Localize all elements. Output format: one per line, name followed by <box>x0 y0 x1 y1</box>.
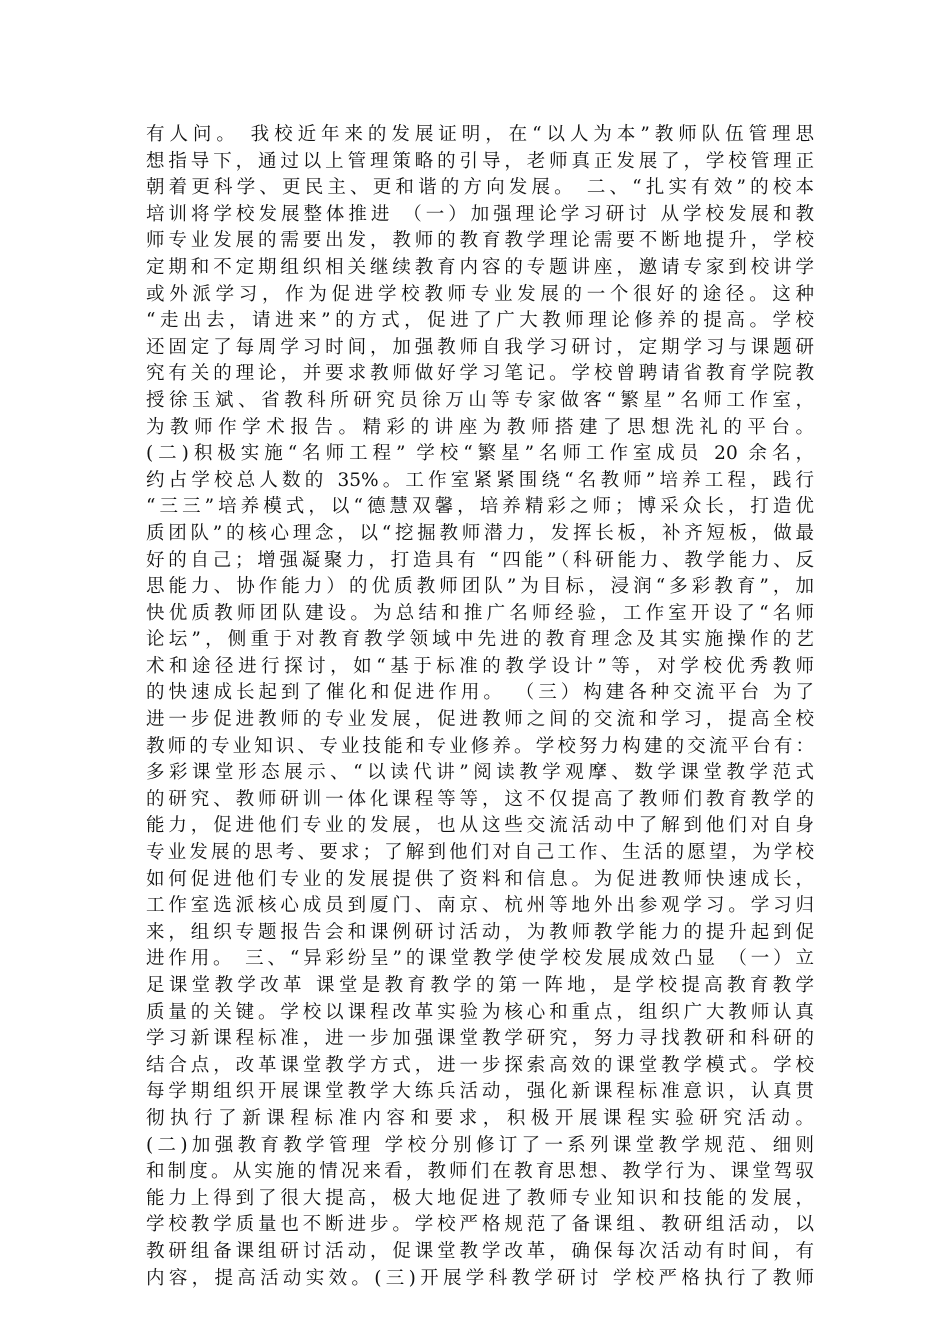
text-line: 师专业发展的需要出发，教师的教育教学理论需要不断地提升，学校 <box>146 230 814 252</box>
text-line: 教师的专业知识、专业技能和专业修养。学校努力构建的交流平台有： <box>146 735 814 757</box>
text-line: 究有关的理论，并要求教师做好学习笔记。学校曾聘请省教育学院教 <box>146 363 814 385</box>
text-line: 质团队”的核心理念，以“挖掘教师潜力，发挥长板，补齐短板，做最 <box>146 522 814 544</box>
text-line: 进一步促进教师的专业发展，促进教师之间的交流和学习，提高全校 <box>146 709 814 731</box>
text-line: 如何促进他们专业的发展提供了资料和信息。为促进教师快速成长， <box>146 868 814 890</box>
text-line: “三三”培养模式，以“德慧双馨，培养精彩之师；博采众长，打造优 <box>146 496 814 518</box>
text-line: 学校教学质量也不断进步。学校严格规范了备课组、教研组活动，以 <box>146 1214 814 1236</box>
text-line: 彻执行了新课程标准内容和要求，积极开展课程实验研究活动。 <box>146 1107 814 1129</box>
text-line: 能力，促进他们专业的发展，也从这些交流活动中了解到他们对自身 <box>146 815 814 837</box>
text-line: 内容，提高活动实效。(三)开展学科教学研讨 学校严格执行了教师 <box>146 1267 814 1289</box>
text-line: 还固定了每周学习时间，加强教师自我学习研讨，定期学习与课题研 <box>146 336 814 358</box>
text-line: 工作室选派核心成员到厦门、南京、杭州等地外出参观学习。学习归 <box>146 895 814 917</box>
text-line: 的快速成长起到了催化和促进作用。 （三）构建各种交流平台 为了 <box>146 682 814 704</box>
body-text <box>146 122 814 1292</box>
text-line: “走出去，请进来”的方式，促进了广大教师理论修养的提高。学校 <box>146 310 814 332</box>
text-line: 教研组备课组研讨活动，促课堂教学改革，确保每次活动有时间，有 <box>146 1240 814 1262</box>
text-line: (二)加强教育教学管理 学校分别修订了一系列课堂教学规范、细则 <box>146 1134 814 1156</box>
text-line: 约占学校总人数的 35%。工作室紧紧围绕“名教师”培养工程，践行 <box>146 469 814 491</box>
text-line: 足课堂教学改革 课堂是教育教学的第一阵地，是学校提高教育教学 <box>146 975 814 996</box>
text-line: 多彩课堂形态展示、“以读代讲”阅读教学观摩、数学课堂教学范式 <box>146 762 814 784</box>
text-line: 授徐玉斌、省教科所研究员徐万山等专家做客“繁星”名师工作室， <box>146 389 814 411</box>
text-line: 的研究、教师研训一体化课程等等，这不仅提高了教师们教育教学的 <box>146 788 814 810</box>
text-line: 进作用。 三、“异彩纷呈”的课堂教学使学校发展成效凸显 （一）立 <box>146 948 814 970</box>
text-line: 结合点，改革课堂教学方式，进一步探索高效的课堂教学模式。学校 <box>146 1054 814 1076</box>
text-line: 想指导下，通过以上管理策略的引导，老师真正发展了，学校管理正 <box>146 150 814 172</box>
text-line: 朝着更科学、更民主、更和谐的方向发展。 二、“扎实有效”的校本 <box>146 177 814 199</box>
text-line: 术和途径进行探讨，如“基于标准的教学设计”等，对学校优秀教师 <box>146 655 814 677</box>
text-line: 专业发展的思考、要求；了解到他们对自己工作、生活的愿望，为学校 <box>146 842 814 864</box>
text-line: 论坛”，侧重于对教育教学领域中先进的教育理念及其实施操作的艺 <box>146 629 814 651</box>
text-line: 和制度。从实施的情况来看，教师们在教育思想、教学行为、课堂驾驭 <box>146 1161 814 1183</box>
text-line: 能力上得到了很大提高，极大地促进了教师专业知识和技能的发展， <box>146 1187 814 1209</box>
text-line: 快优质教师团队建设。为总结和推广名师经验，工作室开设了“名师 <box>146 602 814 624</box>
text-line: 为教师作学术报告。精彩的讲座为教师搭建了思想洗礼的平台。 <box>146 416 814 438</box>
text-line: 好的自己；增强凝聚力，打造具有 “四能”（科研能力、教学能力、反 <box>146 549 814 571</box>
text-line: (二)积极实施“名师工程” 学校“繁星”名师工作室成员 20 余名， <box>146 443 814 465</box>
text-line: 质量的关键。学校以课程改革实验为核心和重点，组织广大教师认真 <box>146 1001 814 1023</box>
text-line: 或外派学习，作为促进学校教师专业发展的一个很好的途径。这种 <box>146 283 814 305</box>
text-line: 每学期组织开展课堂教学大练兵活动，强化新课程标准意识，认真贯 <box>146 1081 814 1103</box>
text-line: 定期和不定期组织相关继续教育内容的专题讲座，邀请专家到校讲学 <box>146 256 814 278</box>
text-line: 有人问。 我校近年来的发展证明，在“以人为本”教师队伍管理思 <box>146 124 814 145</box>
text-line: 培训将学校发展整体推进 （一）加强理论学习研讨 从学校发展和教 <box>146 203 814 225</box>
text-line: 学习新课程标准，进一步加强课堂教学研究，努力寻找教研和科研的 <box>146 1028 814 1050</box>
text-line: 思能力、协作能力）的优质教师团队”为目标，浸润“多彩教育”，加 <box>146 576 814 598</box>
text-line: 来，组织专题报告会和课例研讨活动，为教师教学能力的提升起到促 <box>146 921 814 943</box>
